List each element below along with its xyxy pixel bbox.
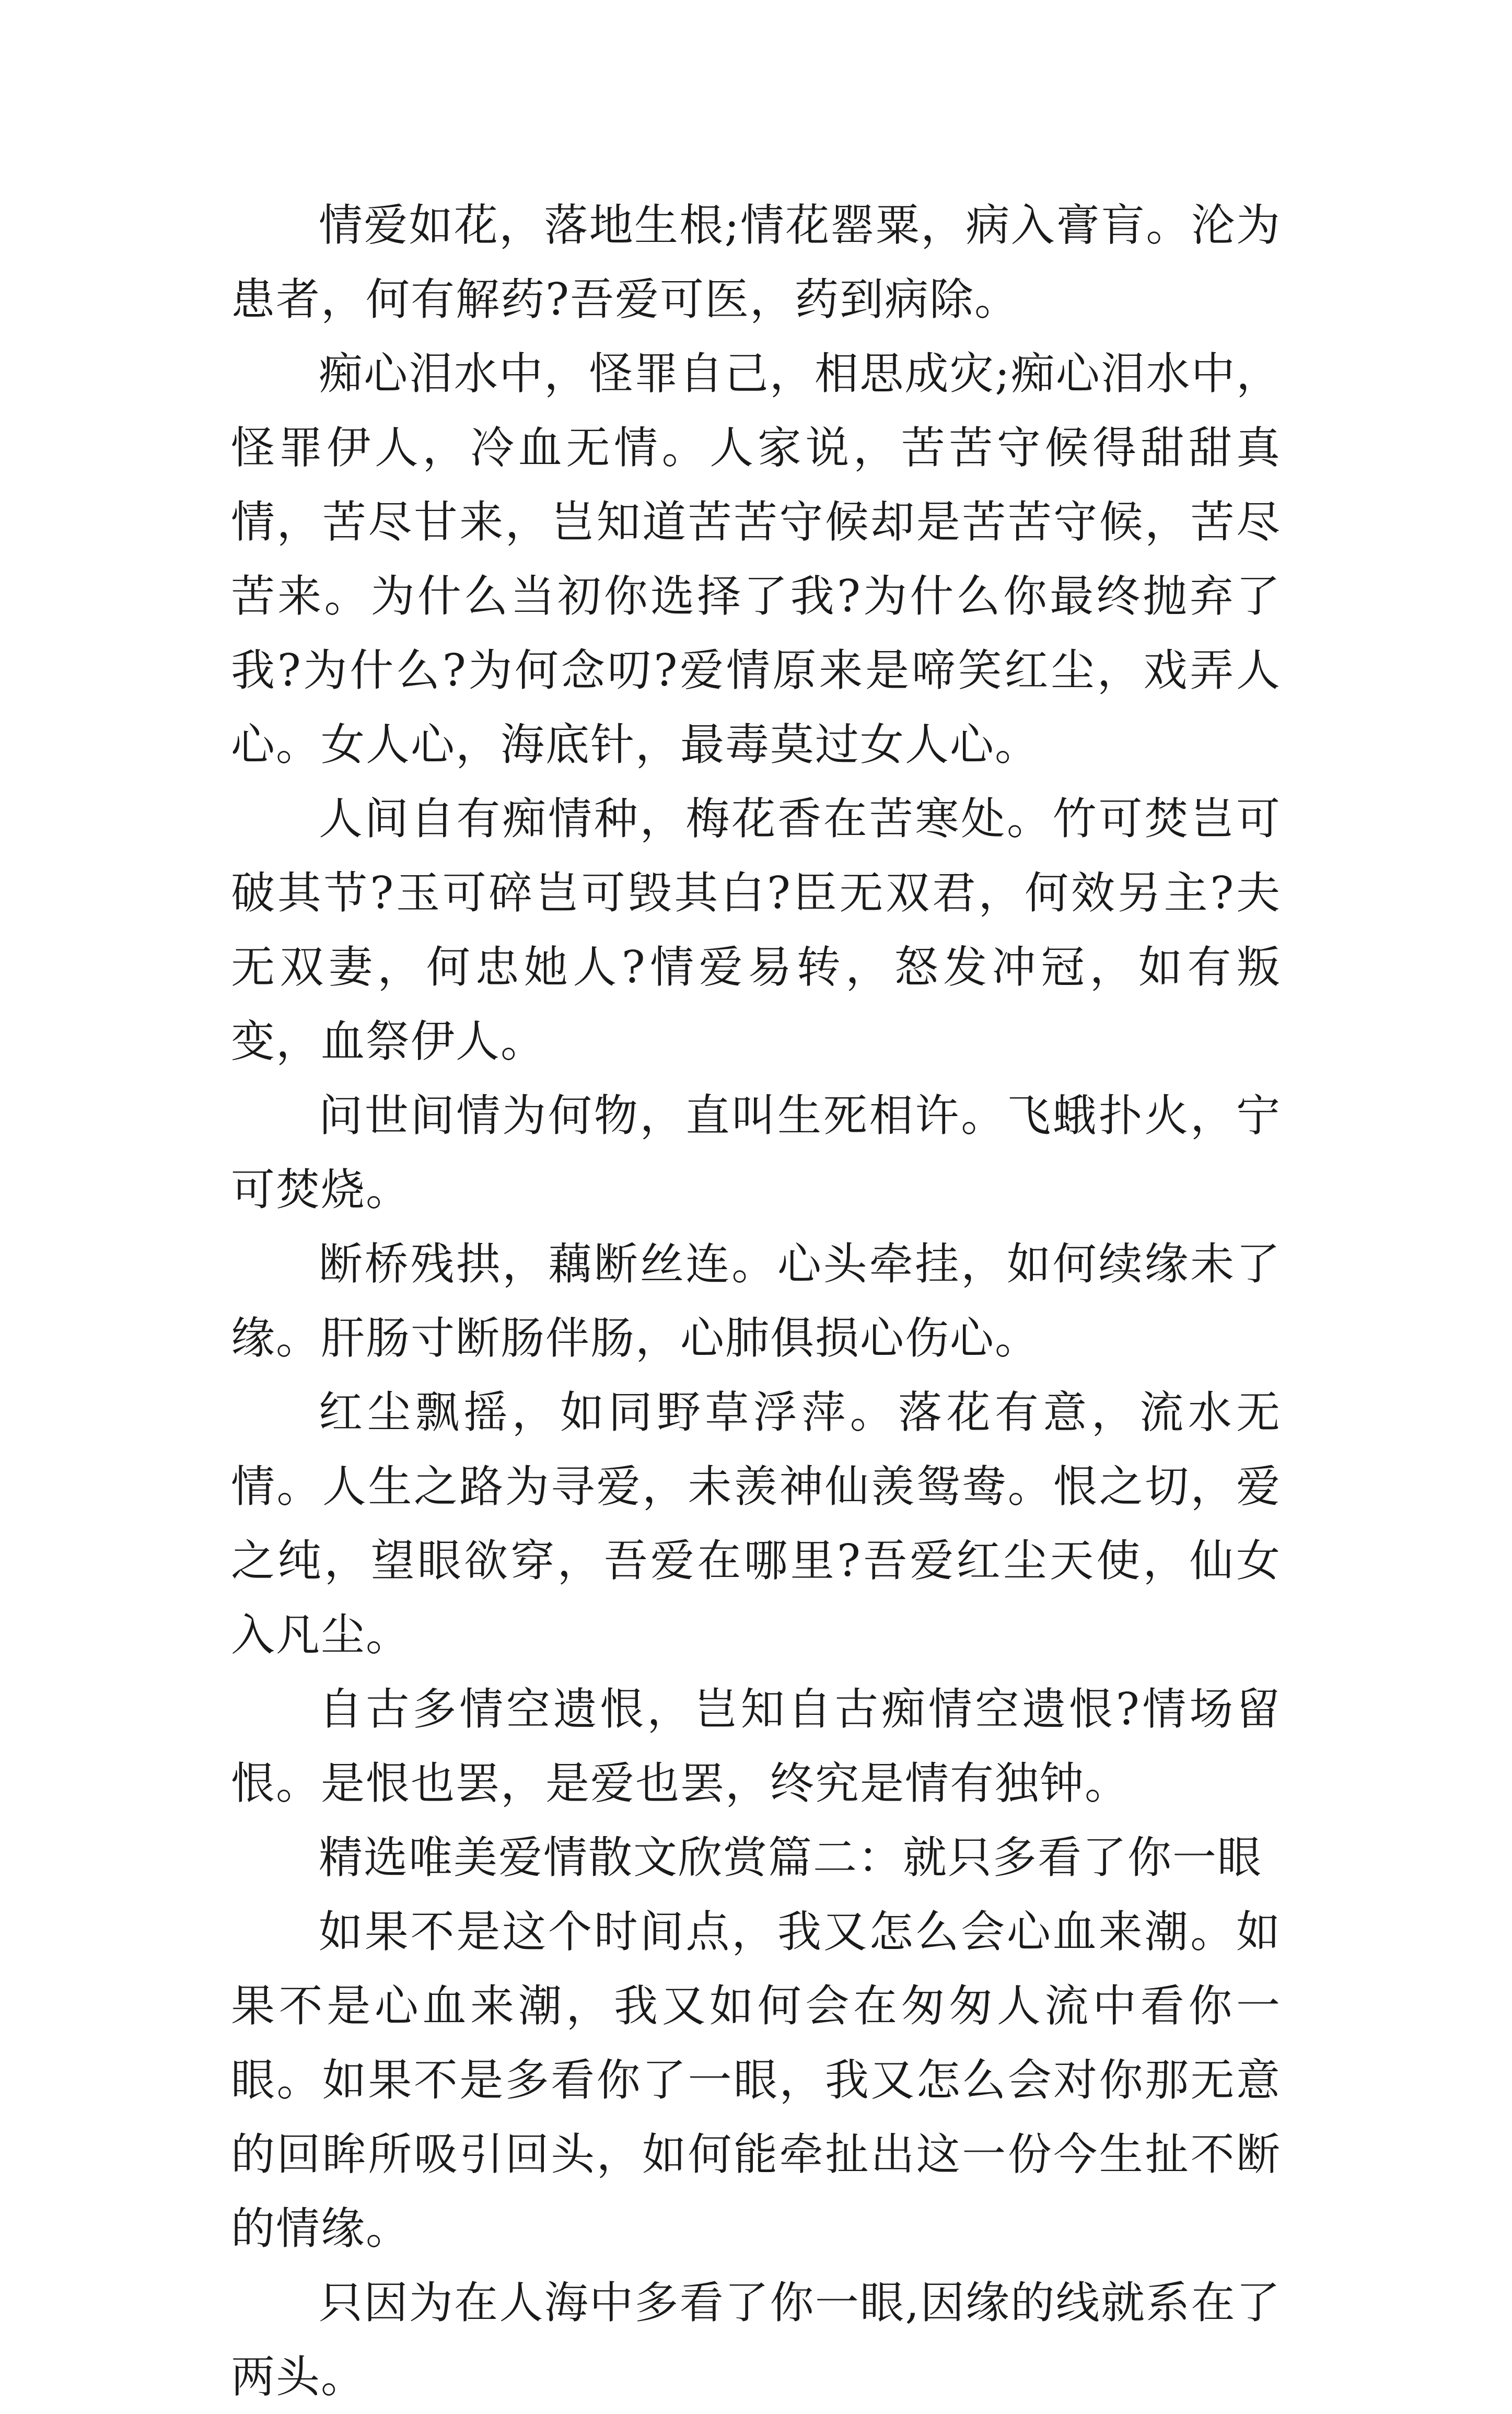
- paragraph: 痴心泪水中，怪罪自己，相思成灾;痴心泪水中，怪罪伊人，冷血无情。人家说，苦苦守候得甜甜真情，苦尽甘来，岂知道苦苦守候却是苦苦守候，苦尽苦来。为什么当初你选择了我?为什么你最终抛弃了我?为什么?为何念叨?爱情原来是啼笑红尘，戏弄人心。女人心，海底针，最毒莫过女人心。: [231, 348, 1281, 770]
- paragraph: 问世间情为何物，直叫生死相许。飞蛾扑火，宁可焚烧。: [231, 1090, 1281, 1215]
- paragraph: 断桥残拱，藕断丝连。心头牵挂，如何续缘未了缘。肝肠寸断肠伴肠，心肺俱损心伤心。: [231, 1238, 1281, 1364]
- paragraph: 只因为在人海中多看了你一眼,因缘的线就系在了两头。: [231, 2277, 1281, 2403]
- section-heading: 精选唯美爱情散文欣赏篇二：就只多看了你一眼: [319, 1832, 1263, 1883]
- paragraph: 如果不是这个时间点，我又怎么会心血来潮。如果不是心血来潮，我又如何会在匆匆人流中看你一眼。如果不是多看你了一眼，我又怎么会对你那无意的回眸所吸引回头，如何能牵扯出这一份今生扯不断的情缘。: [231, 1906, 1281, 2254]
- paragraph: 情爱如花，落地生根;情花罂粟，病入膏肓。沦为患者，何有解药?吾爱可医，药到病除。: [231, 200, 1281, 325]
- paragraph: 人间自有痴情种，梅花香在苦寒处。竹可焚岂可破其节?玉可碎岂可毁其白?臣无双君，何效另主?夫无双妻，何忠她人?情爱易转，怒发冲冠，如有叛变，血祭伊人。: [231, 793, 1281, 1067]
- paragraph: 自古多情空遗恨，岂知自古痴情空遗恨?情场留恨。是恨也罢，是爱也罢，终究是情有独钟。: [231, 1684, 1281, 1809]
- paragraph: 红尘飘摇，如同野草浮萍。落花有意，流水无情。人生之路为寻爱，未羡神仙羡鸳鸯。恨之切，爱之纯，望眼欲穿，吾爱在哪里?吾爱红尘天使，仙女入凡尘。: [231, 1387, 1281, 1661]
- document-body: [231, 188, 1281, 2414]
